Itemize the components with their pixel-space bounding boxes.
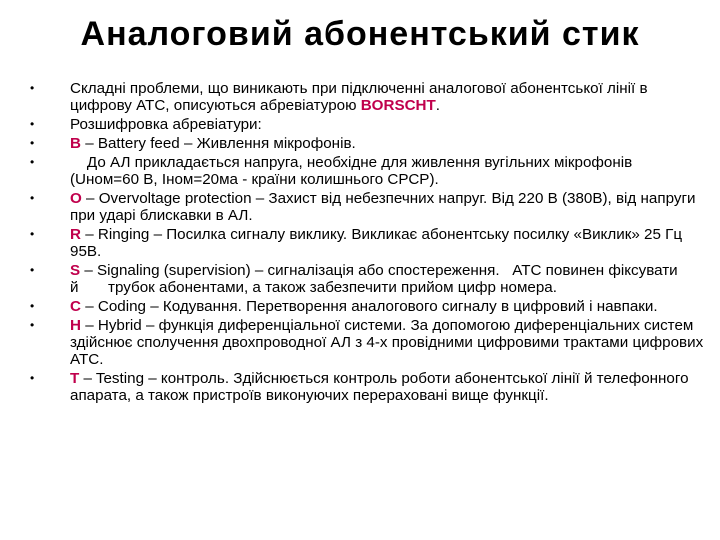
bullet-lead-letter: O xyxy=(70,190,82,207)
bullet-text: – Coding – Кодування. Перетворення аналогового сигналу в цифровий і навпаки. xyxy=(80,298,658,315)
bullet-text: – Hybrid – функція диференціальної системи. За допомогою диференціальних систем здійснює сполучення двохпроводної АЛ з 4-х провідними цифровими трактами цифрових АТС. xyxy=(70,317,704,368)
bullet-icon: • xyxy=(30,117,35,131)
bullet-icon: • xyxy=(30,371,35,385)
bullet-icon: • xyxy=(30,136,35,150)
bullet-lead-letter: R xyxy=(70,226,81,243)
bullet-tail: . xyxy=(435,97,441,114)
bullet-text: Розшифровка абревіатури: xyxy=(70,116,262,133)
bullet-lead-letter: S xyxy=(70,262,81,279)
bullet-item xyxy=(28,135,704,152)
bullet-item xyxy=(28,317,704,368)
bullet-text: – Signaling (supervision) – сигналізація або спостереження. АТС повинен фіксувати й трубок абонентами, а також забезпечити прийом цифр номера. xyxy=(70,262,708,296)
bullet-icon: • xyxy=(30,191,35,205)
bullet-text: До АЛ прикладається напруга, необхідне для живлення вугільних мікрофонів (Uном=60 В, Iном=20ма - країни колишнього СРСР). xyxy=(70,154,637,188)
slide-title: Аналоговий абонентський стик xyxy=(80,15,640,53)
bullet-item xyxy=(28,262,708,296)
bullet-text: Складні проблеми, що виникають при підключенні аналогової абонентської лінії в цифрову АТС, описуються абревіатурою xyxy=(70,80,648,114)
bullet-list xyxy=(28,80,708,406)
bullet-item xyxy=(28,154,704,188)
bullet-text: – Testing – контроль. Здійснюється контроль роботи абонентської лінії й телефонного апарата, а також пристроїв виконуючих перераховані вище функції. xyxy=(70,370,689,404)
bullet-item xyxy=(28,370,704,404)
bullet-lead-letter: C xyxy=(70,298,81,315)
bullet-icon: • xyxy=(30,155,35,169)
bullet-lead-letter: H xyxy=(70,317,81,334)
bullet-icon: • xyxy=(30,263,35,277)
bullet-accent-term: BORSCHT xyxy=(360,97,436,114)
bullet-icon: • xyxy=(30,299,35,313)
bullet-lead-letter: T xyxy=(70,370,80,387)
bullet-item xyxy=(28,298,704,315)
bullet-icon: • xyxy=(30,227,35,241)
bullet-icon: • xyxy=(30,81,35,95)
bullet-icon: • xyxy=(30,318,35,332)
bullet-text: – Overvoltage protection – Захист від небезпечних напруг. Від 220 В (380В), від напруги при ударі блискавки в АЛ. xyxy=(70,190,696,224)
bullet-item xyxy=(28,226,704,260)
bullet-text: – Ringing – Посилка сигналу виклику. Викликає абонентську посилку «Виклик» 25 Гц 95В. xyxy=(70,226,683,260)
bullet-item xyxy=(28,116,704,133)
bullet-item xyxy=(28,190,704,224)
bullet-item xyxy=(28,80,704,114)
bullet-lead-letter: B xyxy=(70,135,81,152)
bullet-text: – Battery feed – Живлення мікрофонів. xyxy=(80,135,356,152)
